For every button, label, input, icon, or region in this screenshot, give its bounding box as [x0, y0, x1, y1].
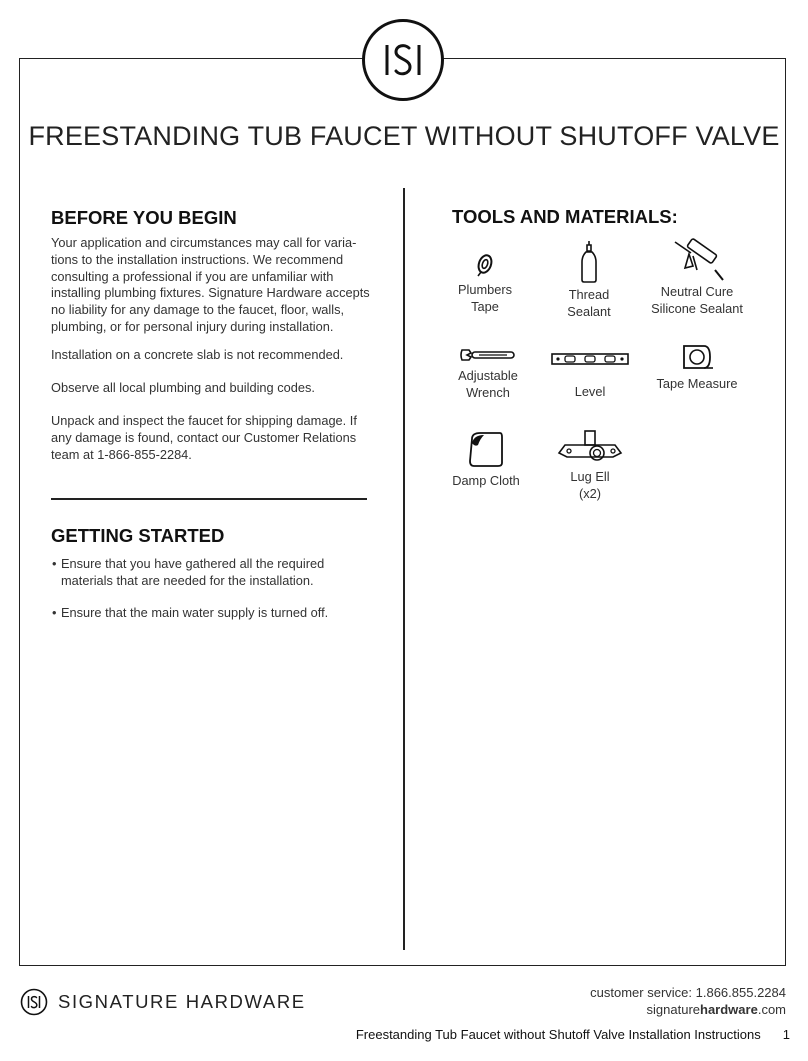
customer-service-line: customer service: 1.866.855.2284 — [590, 985, 786, 1000]
caulk-gun-icon — [667, 238, 727, 284]
before-you-begin-heading: BEFORE YOU BEGIN — [51, 207, 237, 228]
wrench-icon — [459, 346, 517, 364]
getting-started-heading: GETTING STARTED — [51, 525, 225, 546]
footer-isi-logo-icon — [20, 988, 48, 1016]
before-paragraph-inspect: Unpack and inspect the faucet for shipping damage. If any damage is found, contact our Customer Relations team at 1-866-855-2284. — [51, 413, 357, 462]
tools-and-materials-heading: TOOLS AND MATERIALS: — [452, 206, 678, 227]
tool-level: Level — [535, 352, 645, 401]
bullet-item: • Ensure that the main water supply is turned off. — [52, 605, 329, 620]
tape-measure-icon — [680, 342, 714, 372]
before-paragraph-liability: Your application and circumstances may call for varia- tions to the installation instructions. We recommend consulting a professional if you are unfamiliar with installing plumbing fixtures. Signature Hardware accepts no liability for any damage to the faucet, floor, walls, plumbing, or for personal injury during installation. — [51, 235, 370, 334]
tool-silicone-sealant: Neutral Cure Silicone Sealant — [642, 238, 752, 317]
tape-roll-icon — [470, 252, 500, 278]
before-paragraph-codes: Observe all local plumbing and building codes. — [51, 380, 315, 395]
page-footer — [356, 1027, 790, 1042]
section-rule — [51, 498, 367, 500]
document-name: Freestanding Tub Faucet without Shutoff Valve Installation Instructions — [355, 1027, 761, 1042]
before-paragraph-concrete: Installation on a concrete slab is not recommended. — [51, 347, 344, 362]
column-divider — [403, 188, 405, 950]
bullet-item: • Ensure that you have gathered all the required materials that are needed for the installation. — [52, 556, 325, 588]
website-link[interactable]: signaturehardware.com — [646, 1002, 786, 1017]
tool-adjustable-wrench: Adjustable Wrench — [433, 346, 543, 401]
lug-ell-icon — [557, 429, 623, 465]
document-title: FREESTANDING TUB FAUCET WITHOUT SHUTOFF VALVE — [28, 121, 780, 151]
tool-damp-cloth: Damp Cloth — [431, 429, 541, 490]
isi-logo-icon — [365, 22, 441, 98]
bullet-dot: • — [52, 605, 57, 620]
brand-name: SIGNATURE HARDWARE — [58, 991, 306, 1012]
tool-lug-ell: Lug Ell (x2) — [535, 429, 645, 502]
level-icon — [551, 352, 629, 366]
sealant-bottle-icon — [574, 240, 604, 283]
tool-thread-sealant: Thread Sealant — [534, 240, 644, 320]
page-number: 1 — [782, 1027, 790, 1042]
cloth-icon — [466, 429, 506, 469]
tool-tape-measure: Tape Measure — [642, 342, 752, 393]
bullet-dot: • — [52, 556, 57, 571]
tool-plumbers-tape: Plumbers Tape — [430, 252, 540, 315]
header-logo — [362, 19, 444, 101]
